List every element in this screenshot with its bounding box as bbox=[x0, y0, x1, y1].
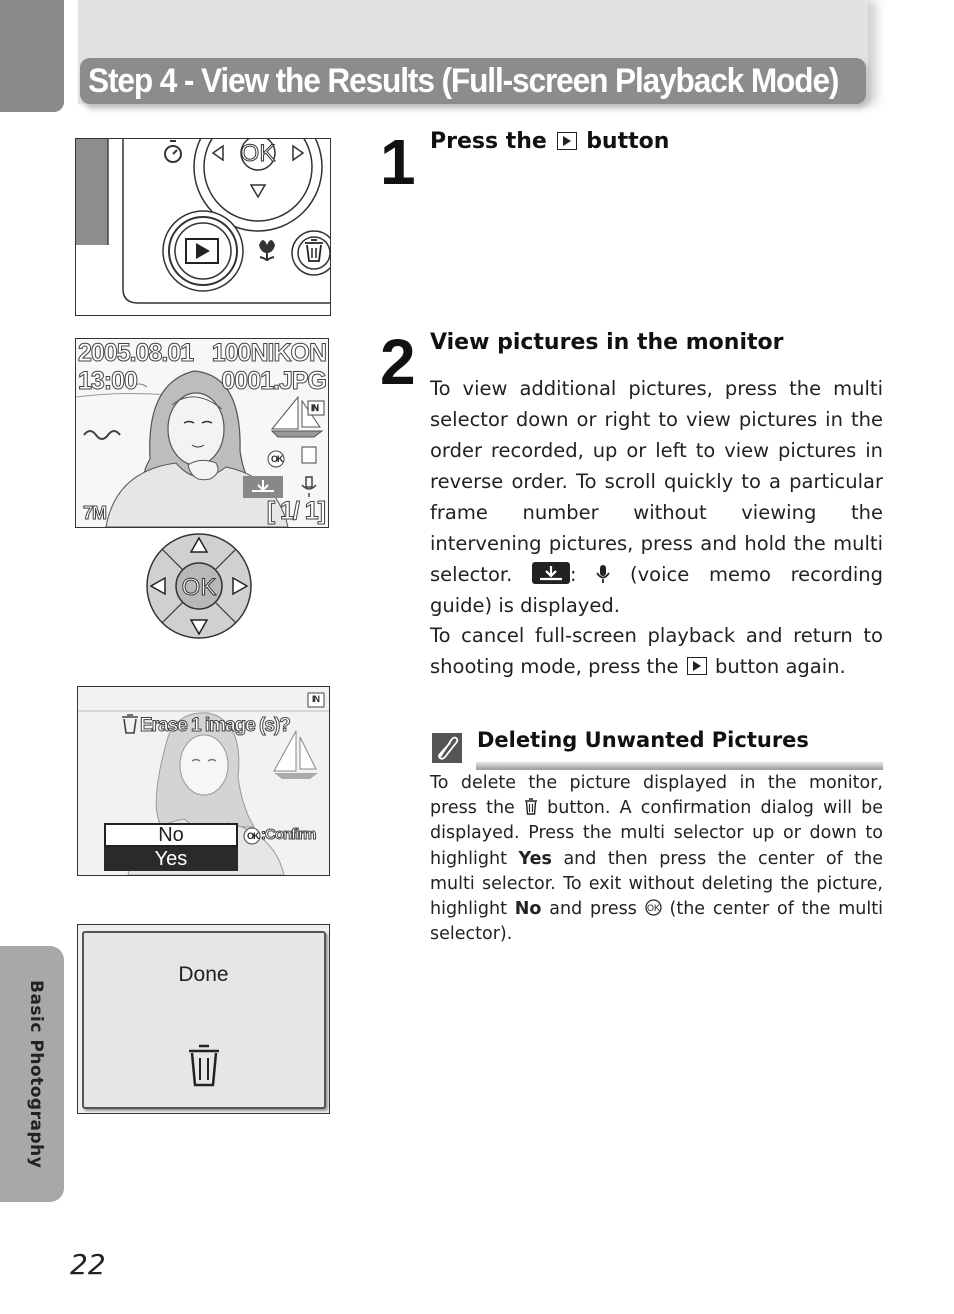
note-text: button. A confirmation dialog will be displayed. Press the multi selector up or down to highlight bbox=[430, 798, 883, 869]
step-2-paragraph-2 bbox=[430, 620, 883, 682]
note-text: and then press the center of the multi selector. To exit without deleting the picture, highlight bbox=[430, 848, 883, 920]
corner-tab bbox=[0, 0, 64, 112]
note-text: (the center of the multi selector). bbox=[430, 899, 883, 945]
step-2-paragraph-1 bbox=[430, 373, 883, 621]
step-2-cancel-text-end: button again. bbox=[714, 655, 846, 678]
step-1-heading bbox=[430, 129, 669, 154]
step-1-number: 1 bbox=[380, 126, 416, 198]
note-rule bbox=[476, 762, 883, 770]
lcd-ok: OK bbox=[247, 831, 259, 841]
erase-prompt: Erase 1 image (s)? bbox=[140, 715, 290, 736]
camera-button-illustration bbox=[75, 138, 331, 316]
done-screen-illustration bbox=[77, 924, 330, 1114]
note-body bbox=[430, 771, 883, 947]
playback-button-icon bbox=[687, 657, 707, 675]
self-timer-icon bbox=[165, 141, 181, 162]
step-2-colon: : bbox=[570, 563, 577, 586]
note-text: To delete the picture displayed in the monitor, press the bbox=[430, 773, 883, 819]
note-no: No bbox=[514, 899, 542, 920]
section-tab-label: Basic Photography bbox=[26, 979, 46, 1169]
microphone-icon bbox=[596, 562, 610, 582]
section-tab-label-box bbox=[4, 946, 68, 1202]
lcd-memory: IN bbox=[311, 403, 318, 413]
lcd-image-size: 7M bbox=[83, 503, 107, 523]
note-yes: Yes bbox=[518, 848, 552, 869]
lcd-memory: IN bbox=[312, 694, 319, 704]
note-heading: Deleting Unwanted Pictures bbox=[477, 728, 809, 752]
transfer-icon bbox=[532, 562, 570, 584]
lcd-folder: 100NIKON bbox=[211, 339, 326, 367]
lcd-time: 13:00 bbox=[78, 367, 137, 395]
svg-text:OK: OK bbox=[646, 903, 660, 914]
ok-button-label: OK bbox=[240, 140, 276, 167]
macro-flower-icon bbox=[259, 240, 275, 261]
playback-button-icon bbox=[557, 132, 577, 150]
step-2-text: To view additional pictures, press the multi selector down or right to view pictures in the order recorded, up or left to view pictures in reverse order. To scroll quickly to a particular frame number without viewing the intervening pictures, press and hold the multi selector. bbox=[430, 377, 883, 586]
note-text: and press bbox=[549, 899, 637, 920]
confirm-label: :Confirm bbox=[261, 826, 316, 843]
lcd-date: 2005.08.01 bbox=[78, 339, 194, 367]
lcd-frame-counter: [ 1/ 1] bbox=[266, 497, 325, 525]
lcd-file-name: 0001.JPG bbox=[221, 367, 326, 395]
selector-ok-label: OK bbox=[181, 574, 217, 601]
option-yes[interactable]: Yes bbox=[104, 847, 238, 871]
done-label: Done bbox=[178, 963, 229, 986]
trash-icon bbox=[186, 1043, 222, 1089]
option-no[interactable]: No bbox=[104, 823, 238, 847]
trash-icon bbox=[524, 798, 538, 815]
step-1-heading-text-end: button bbox=[586, 129, 670, 154]
multi-selector-illustration bbox=[145, 532, 253, 640]
ok-circle-icon bbox=[645, 899, 662, 916]
erase-dialog-illustration bbox=[77, 686, 330, 876]
page-title: Step 4 - View the Results (Full-screen Playback Mode) bbox=[88, 62, 839, 100]
note-pencil-icon bbox=[432, 733, 462, 763]
step-2-text-end: (voice memo recording guide) is displayed. bbox=[430, 563, 884, 617]
step-1-heading-text: Press the bbox=[430, 129, 547, 154]
protect-icon bbox=[302, 447, 316, 463]
page-number: 22 bbox=[70, 1248, 106, 1281]
lcd-ok: OK bbox=[271, 454, 283, 464]
step-2-number: 2 bbox=[380, 326, 416, 398]
step-2-cancel-text: To cancel full-screen playback and return to shooting mode, press the bbox=[430, 624, 883, 678]
step-2-heading: View pictures in the monitor bbox=[430, 330, 784, 355]
playback-screen-illustration bbox=[75, 338, 329, 528]
